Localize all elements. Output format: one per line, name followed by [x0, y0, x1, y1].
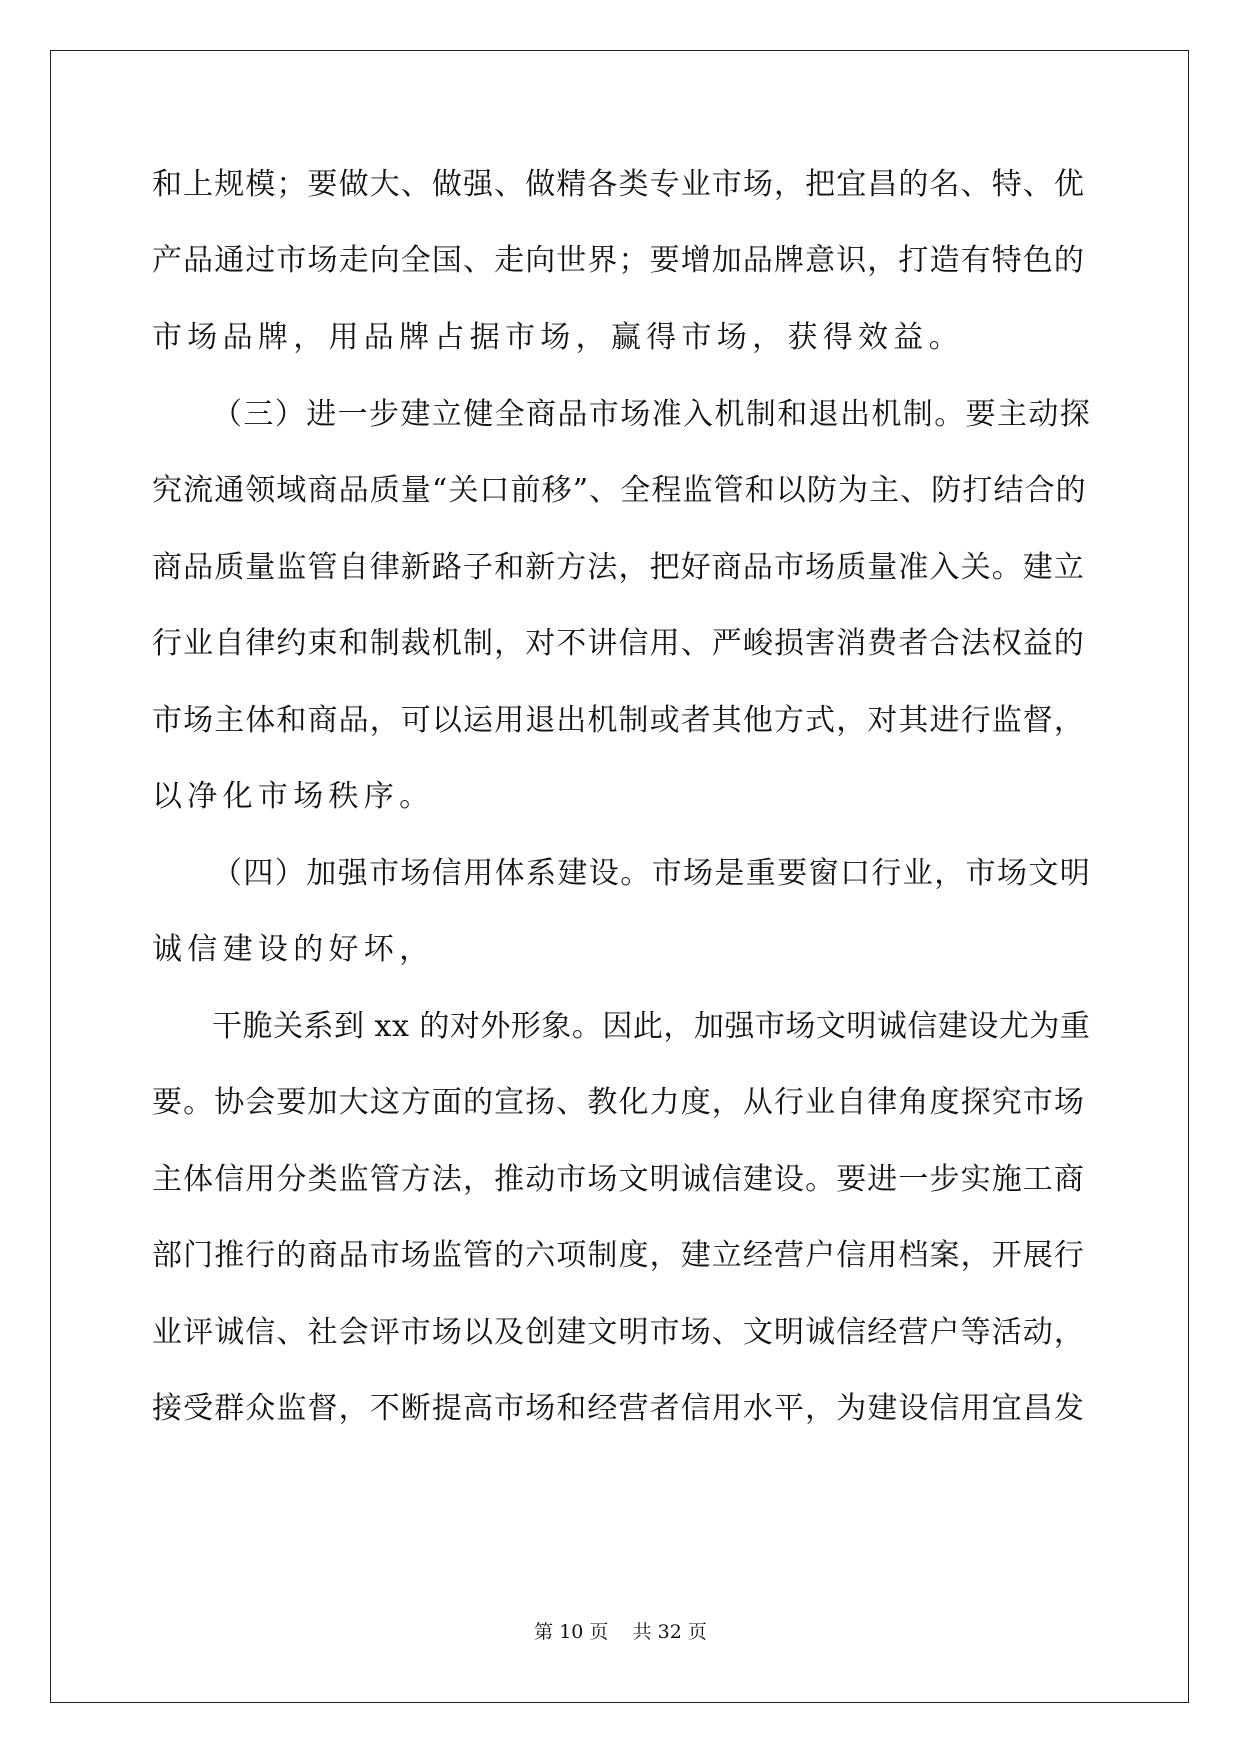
text-line-4: （三）进一步建立健全商品市场准入机制和退出机制。要主动探: [212, 397, 1092, 432]
page-number-footer: 第 10 页 共 32 页: [534, 1621, 707, 1643]
text-line-5: 究流通领域商品质量“关口前移”、全程监管和以防为主、防打结合的: [152, 473, 1087, 508]
text-line-12: 干脆关系到 xx 的对外形象。因此，加强市场文明诚信建设尤为重: [212, 1009, 1091, 1044]
text-line-7: 行业自律约束和制裁机制，对不讲信用、严峻损害消费者合法权益的: [152, 626, 1085, 661]
text-line-8: 市场主体和商品，可以运用退出机制或者其他方式，对其进行监督，: [152, 703, 1085, 738]
text-line-14: 主体信用分类监管方法，推动市场文明诚信建设。要进一步实施工商: [152, 1162, 1085, 1197]
text-line-17: 接受群众监督，不断提高市场和经营者信用水平，为建设信用宜昌发: [152, 1391, 1085, 1426]
text-line-16: 业评诚信、社会评市场以及创建文明市场、文明诚信经营户等活动，: [152, 1315, 1085, 1350]
text-line-2: 产品通过市场走向全国、走向世界；要增加品牌意识，打造有特色的: [152, 243, 1085, 278]
text-line-10: （四）加强市场信用体系建设。市场是重要窗口行业，市场文明: [212, 856, 1092, 891]
text-line-13: 要。协会要加大这方面的宣扬、教化力度，从行业自律角度探究市场: [152, 1085, 1085, 1120]
text-line-6: 商品质量监管自律新路子和新方法，把好商品市场质量准入关。建立: [152, 550, 1085, 585]
text-line-3: 市场品牌，用品牌占据市场，赢得市场，获得效益。: [152, 320, 964, 355]
text-line-1: 和上规模；要做大、做强、做精各类专业市场，把宜昌的名、特、优: [152, 167, 1085, 202]
text-line-9: 以净化市场秩序。: [152, 779, 435, 814]
text-line-15: 部门推行的商品市场监管的六项制度，建立经营户信用档案，开展行: [152, 1238, 1085, 1273]
text-line-11: 诚信建设的好坏，: [152, 932, 435, 967]
